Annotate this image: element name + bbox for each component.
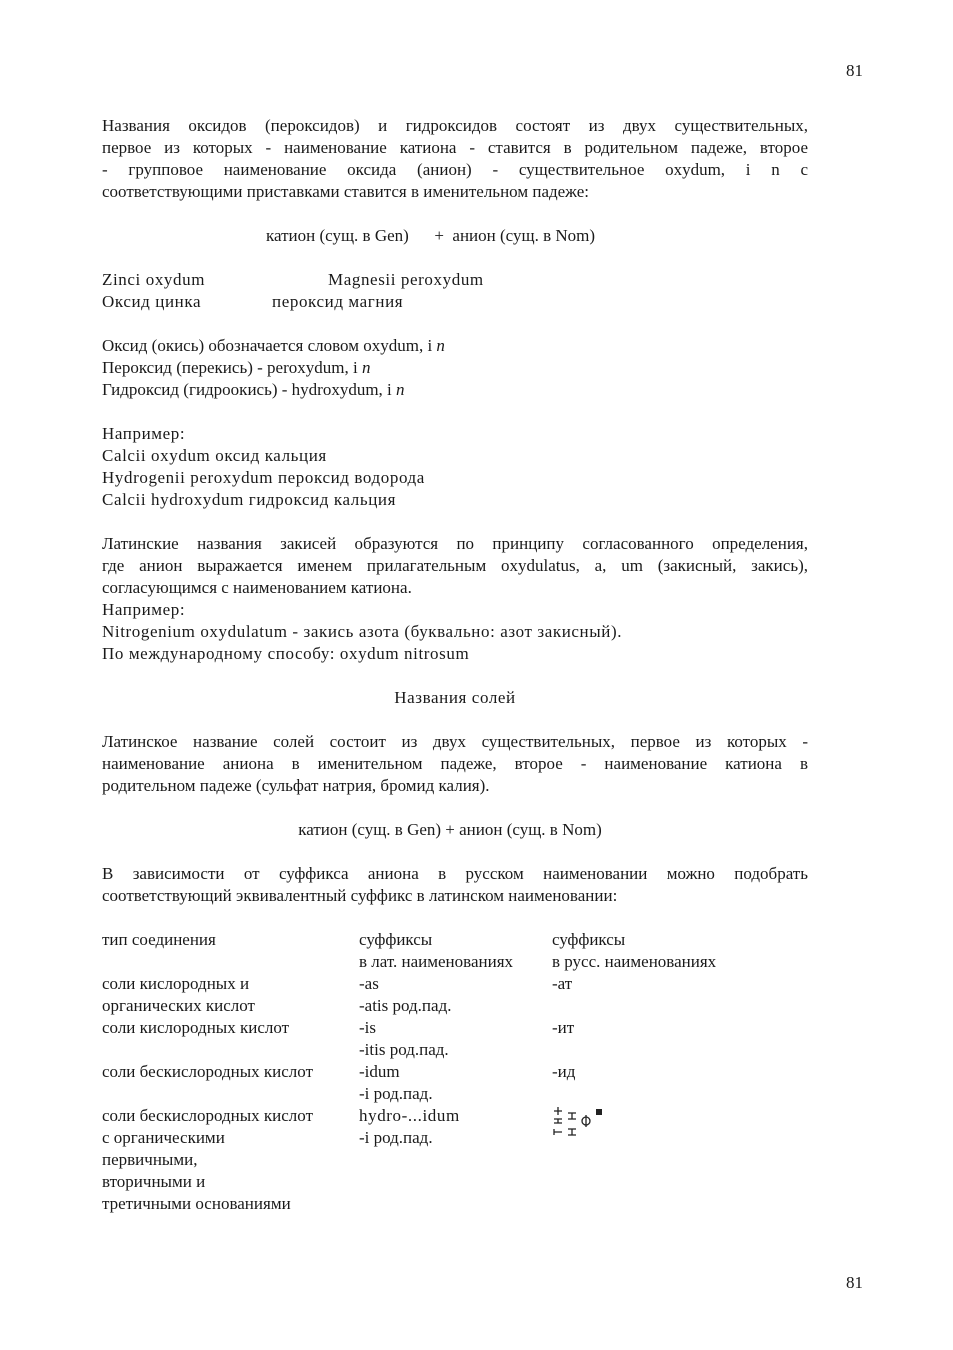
table-row: соли кислородных кислот -is -itis род.пад. -ит bbox=[102, 1018, 575, 1059]
scan-artifact bbox=[552, 1105, 808, 1215]
oxide-examples bbox=[102, 269, 808, 313]
example-line: Calcii oxydum оксид кальция bbox=[102, 446, 327, 465]
intro-line: - групповое наименование оксида (анион) - существительное oxydum, i n с bbox=[102, 160, 808, 179]
suffix-intro-line: В зависимости от суффикса аниона в русском наименовании можно подобрать bbox=[102, 864, 808, 883]
page-content bbox=[102, 115, 808, 1215]
page-number-top: 81 bbox=[846, 61, 863, 80]
example-line: Hydrogenii peroxydum пероксид водорода bbox=[102, 468, 425, 487]
term-line: Пероксид (перекись) - peroxydum, i n bbox=[102, 358, 371, 377]
page-number-bottom: 81 bbox=[846, 1273, 863, 1292]
garbled-glyphs-icon bbox=[552, 1105, 612, 1145]
oxydulatus-line: где анион выражается именем прилагательным oxydulatus, a, um (закисный, закись), bbox=[102, 556, 808, 575]
formula-oxide: катион (сущ. в Gen) + анион (сущ. в Nom) bbox=[266, 226, 596, 245]
intro-line: соответствующими приставками ставится в именительном падеже: bbox=[102, 182, 589, 201]
salts-heading: Названия солей bbox=[394, 688, 516, 707]
salts-intro-paragraph bbox=[102, 731, 808, 797]
nitrogen-example: Nitrogenium oxydulatum - закись азота (буквально: азот закисный). bbox=[102, 622, 623, 641]
header-lat: суффиксы в лат. наименованиях bbox=[359, 930, 514, 971]
oxydulatus-paragraph bbox=[102, 533, 808, 599]
term-line: Оксид (окись) обозначается словом oxydum, i n bbox=[102, 336, 445, 355]
oxydulatus-line: Латинские названия закисей образуются по принципу согласованного определения, bbox=[102, 534, 808, 553]
suffix-intro-paragraph bbox=[102, 863, 808, 907]
table-row: соли кислородных и органических кислот -as -atis род.пад. -ат bbox=[102, 974, 573, 1015]
terms-list bbox=[102, 335, 808, 401]
header-type: тип соединения bbox=[102, 930, 216, 949]
example-ru-right: пероксид магния bbox=[272, 292, 404, 311]
example-line: Calcii hydroxydum гидроксид кальция bbox=[102, 490, 397, 509]
suffix-table bbox=[102, 929, 808, 1215]
table-row: соли бескислородных кислот с органическими первичными, вторичными и третичными основаниями hydro-...idum -i род.пад. bbox=[102, 1105, 808, 1215]
suffix-intro-line: соответствующий эквивалентный суффикс в латинском наименовании: bbox=[102, 886, 618, 905]
example-label: Например: bbox=[102, 424, 186, 443]
oxydulatus-line: согласующимся с наименованием катиона. bbox=[102, 578, 412, 597]
international-name: По международному способу: oxydum nitrosum bbox=[102, 644, 470, 663]
salts-intro-line: Латинское название солей состоит из двух существительных, первое из которых - bbox=[102, 732, 808, 751]
table-row: соли бескислородных кислот -idum -i род.пад. -ид bbox=[102, 1062, 576, 1103]
formula-salt: катион (сущ. в Gen) + анион (сущ. в Nom) bbox=[298, 820, 602, 839]
intro-line: первое из которых - наименование катиона - ставится в родительном падеже, второе bbox=[102, 138, 808, 157]
example-label-2: Например: bbox=[102, 600, 186, 619]
term-line: Гидроксид (гидроокись) - hydroxydum, i n bbox=[102, 380, 405, 399]
example-ru-left: Оксид цинка bbox=[102, 292, 202, 311]
intro-line: Названия оксидов (пероксидов) и гидроксидов состоят из двух существительных, bbox=[102, 116, 808, 135]
intro-paragraph bbox=[102, 115, 808, 203]
header-rus: суффиксы в русс. наименованиях bbox=[552, 930, 717, 971]
example-latin-right: Magnesii peroxydum bbox=[328, 270, 484, 289]
salts-intro-line: родительном падеже (сульфат натрия, бромид калия). bbox=[102, 776, 490, 795]
salts-intro-line: наименование аниона в именительном падеже, второе - наименование катиона в bbox=[102, 754, 808, 773]
table-header-row bbox=[102, 929, 808, 973]
examples-block bbox=[102, 423, 808, 511]
example-latin-left: Zinci oxydum bbox=[102, 270, 206, 289]
